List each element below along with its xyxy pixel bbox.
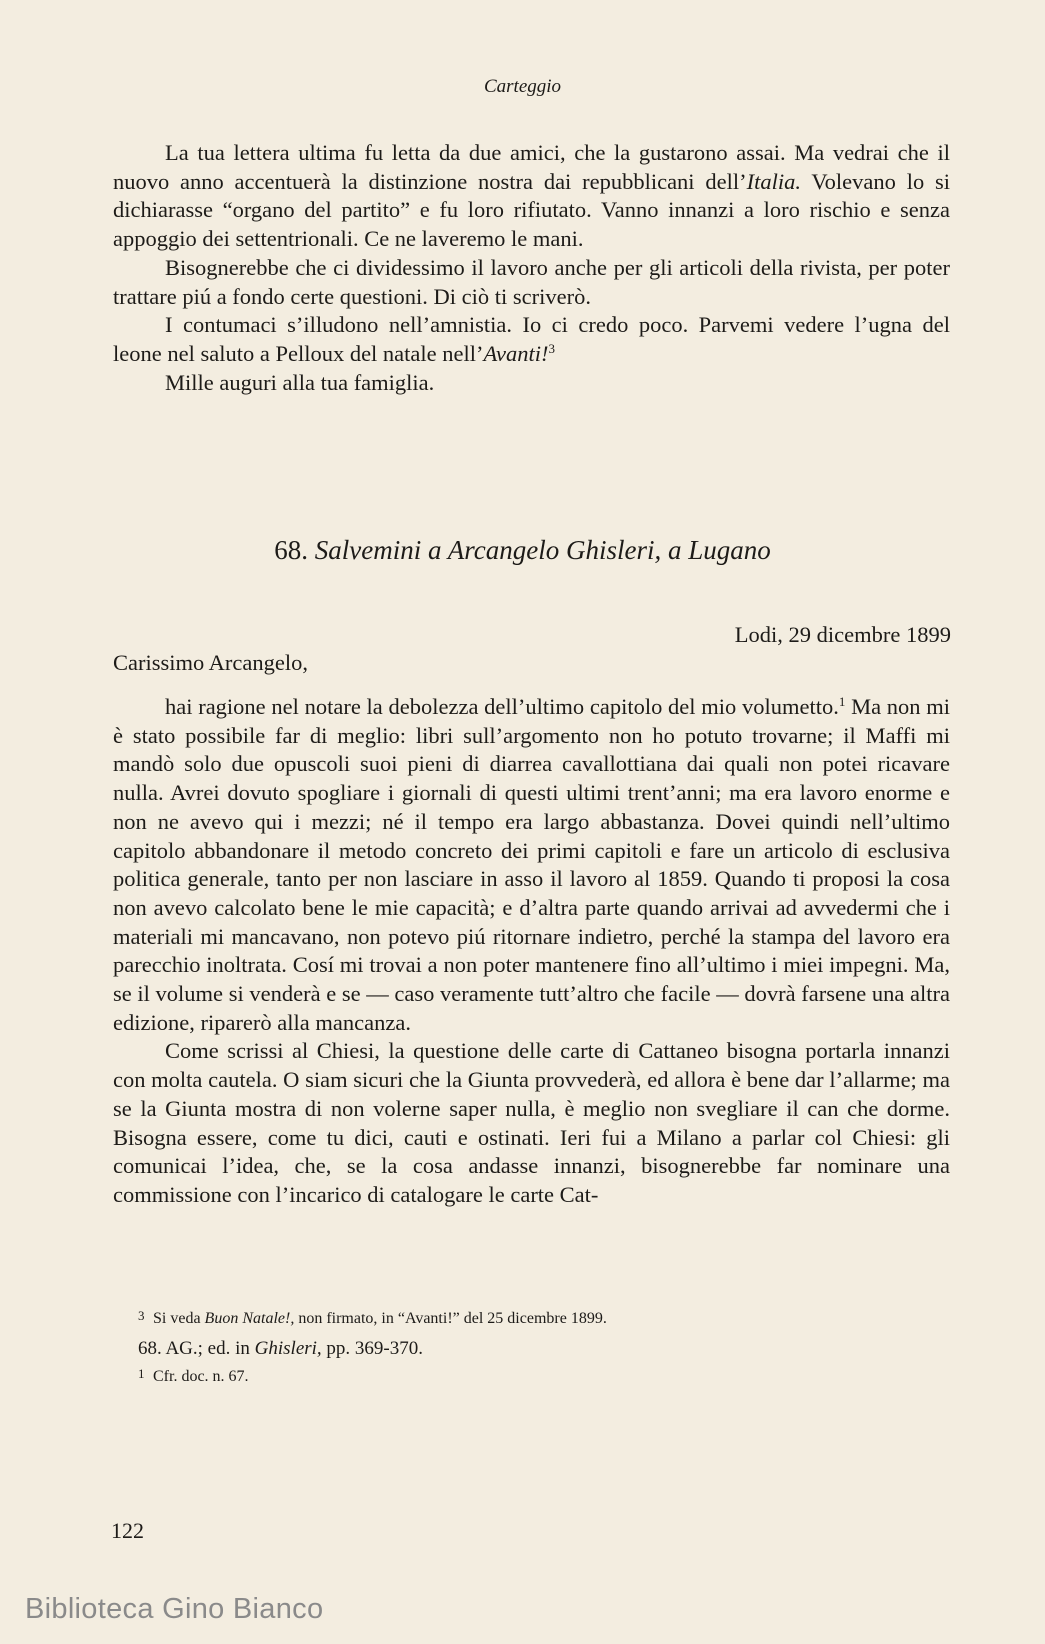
- italic-title: Italia.: [746, 168, 801, 194]
- page-number: 122: [111, 1518, 144, 1543]
- paragraph: [113, 693, 950, 1037]
- library-watermark: Biblioteca Gino Bianco: [25, 1593, 324, 1625]
- document-title: Salvemini a Arcangelo Ghisleri, a Lugano: [314, 535, 771, 565]
- paragraph: [113, 311, 950, 368]
- footnote-reference: 3: [548, 340, 555, 356]
- paragraph-text: Mille auguri alla tua famiglia.: [165, 369, 435, 395]
- document-number: 68.: [274, 535, 309, 565]
- footnote-italic: Buon Natale!,: [204, 1310, 295, 1327]
- previous-letter-continuation: [113, 139, 950, 397]
- document-heading: [0, 535, 1045, 566]
- paragraph-text: Come scrissi al Chiesi, la questione delle carte di Cattaneo bisogna portarla innanzi con molta cautela. O siam sicuri che la Giunta provvederà, ed allora è bene dar l’allarme; ma se la Giunta mostra di non volerne saper nulla, è meglio non svegliare il can che dorme. Bisogna essere, come tu dici, cauti e ostinati. Ieri fui a Milano a parlar col Chiesi: gli comunicai l’idea, che, se la cosa andasse innanzi, bisognerebbe far nominare una commissione con l’incarico di catalogare le carte Cat-: [113, 1038, 950, 1207]
- footnote-mark: 1: [138, 1366, 145, 1381]
- paragraph: [113, 369, 950, 398]
- source-note-italic: Ghisleri,: [254, 1338, 322, 1359]
- paragraph: [113, 1037, 950, 1209]
- letter-body: [113, 693, 950, 1210]
- paragraph-text: hai ragione nel notare la debolezza dell’ultimo capitolo del mio volumetto.: [165, 694, 839, 719]
- footnote-mark: 3: [138, 1308, 145, 1323]
- document-source-note: [113, 1336, 950, 1361]
- paragraph-text: Ma non mi è stato possibile far di meglio: libri sull’argomento non ho potuto trovarne; il Maffi mi mandò solo due opuscoli suoi pieni di diarrea cavallottiana dai quali non potei ricavare nulla. Avrei dovuto spogliare i giornali di questi ultimi trent’anni; ma era lavoro enorme e non ne avevo qui i mezzi; né il tempo era largo abbastanza. Dovei quindi nell’ultimo capitolo abbandonare il metodo concreto dei primi capitoli e fare un articolo di esclusiva politica generale, tanto per non lasciare in asso il lavoro al 1859. Quando ti proposi la cosa non avevo calcolato bene le mie capacità; e d’altra parte quando arrivai ad avvedermi che i materiali mi mancavano, non potevo piú ritornare indietro, perché la stampa del lavoro era parecchio inoltrata. Cosí mi trovai a non poter mantenere fino all’ultimo i miei impegni. Ma, se il volume si venderà e se — caso veramente tutt’altro che facile — dovrà farsene una altra edizione, riparerò alla mancanza.: [113, 694, 950, 1035]
- source-note-text: pp. 369-370.: [321, 1338, 423, 1359]
- paragraph-text: La tua lettera ultima fu letta da due amici, che la gustarono assai. Ma vedrai che il nuovo anno accentuerà la distinzione nostra dai repubblicani dell’: [113, 140, 950, 194]
- footnote-text: Cfr. doc. n. 67.: [153, 1368, 249, 1385]
- paragraph: [113, 139, 950, 254]
- italic-title: Avanti!: [483, 340, 549, 366]
- footnote-3: [113, 1305, 950, 1330]
- footnote-reference: 1: [838, 694, 846, 709]
- paragraph-text: I contumaci s’illudono nell’amnistia. Io ci credo poco. Parvemi vedere l’ugna del leone nel saluto a Pelloux del natale nell’: [113, 312, 950, 366]
- running-head: Carteggio: [483, 76, 562, 97]
- paragraph: [113, 254, 950, 311]
- paragraph-text: Volevano lo si dichiarasse “organo del partito” e fu loro rifiutato. Vanno innanzi a loro rischio e senza appoggio dei settentrionali. Ce ne laveremo le mani.: [113, 168, 950, 252]
- paragraph-text: Bisognerebbe che ci dividessimo il lavoro anche per gli articoli della rivista, per poter trattare piú a fondo certe questioni. Di ciò ti scriverò.: [113, 254, 950, 309]
- footnote-text: Si veda: [153, 1310, 205, 1327]
- source-note-text: 68. AG.; ed. in: [138, 1338, 255, 1359]
- dateline: Lodi, 29 dicembre 1899: [734, 622, 951, 647]
- salutation: Carissimo Arcangelo,: [113, 650, 308, 675]
- footnote-text: non firmato, in “Avanti!” del 25 dicembre 1899.: [294, 1310, 607, 1327]
- footnote-1: [113, 1363, 950, 1388]
